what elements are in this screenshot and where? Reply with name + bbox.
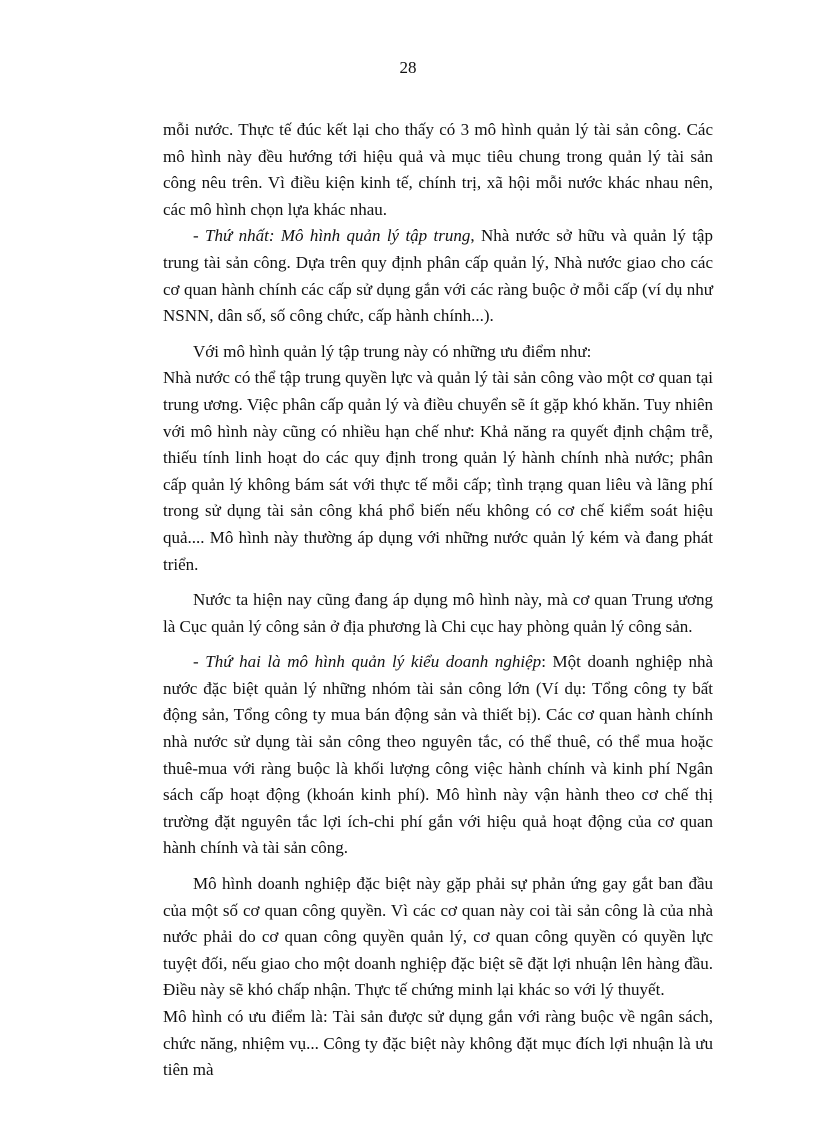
model-2-text: : Một doanh nghiệp nhà nước đặc biệt quản lý những nhóm tài sản công lớn (Ví dụ: Tổng công ty bất động sản, Tổng công ty mua bán động sản và thiết bị). Các cơ quan hành chính nhà nước sử dụng tài sản công theo nguyên tắc, có thể thuê, có thể mua hoặc thuê-mua với ràng buộc là khối lượng công việc hành chính và kinh phí Ngân sách cấp hoạt động (khoán kinh phí). Mô hình này vận hành theo cơ chế thị trường đặt nguyên tắc lợi ích-chi phí gắn với hiệu quả hoạt động của cơ quan hành chính và tài sản công.: [163, 652, 714, 858]
paragraph-model-2-advantages: Mô hình có ưu điểm là: Tài sản được sử dụng gắn với ràng buộc về ngân sách, chức năng, nhiệm vụ... Công ty đặc biệt này không đặt mục đích lợi nhuận là ưu tiên mà: [163, 1007, 713, 1080]
page-number: 28: [399, 58, 417, 77]
paragraph-advantages-intro: Với mô hình quản lý tập trung này có những ưu điểm như:: [193, 341, 592, 361]
paragraph-intro: mỗi nước. Thực tế đúc kết lại cho thấy có 3 mô hình quản lý tài sản công. Các mô hình này đều hướng tới hiệu quả và mục tiêu chung trong quản lý tài sản công nêu trên. Vì điều kiện kinh tế, chính trị, xã hội mỗi nước khác nhau nên, các mô hình chọn lựa khác nhau.: [163, 120, 713, 219]
paragraph-advantages: Nhà nước có thể tập trung quyền lực và quản lý tài sản công vào một cơ quan tại trung ương. Việc phân cấp quản lý và điều chuyển sẽ ít gặp khó khăn. Tuy nhiên với mô hình này cũng có nhiều hạn chế như: Khả năng ra quyết định chậm trễ, thiếu tính linh hoạt do các quy định trong quản lý hành chính nhà nước; phân cấp quản lý không bám sát với thực tế mỗi cấp; tình trạng quan liêu và lãng phí trong sử dụng tài sản công khá phổ biến nếu không có cơ chế kiểm soát hiệu quả.... Mô hình này thường áp dụng với những nước quản lý kém và đang phát triển.: [163, 368, 713, 574]
paragraph-vietnam: Nước ta hiện nay cũng đang áp dụng mô hình này, mà cơ quan Trung ương là Cục quản lý công sản ở địa phương là Chi cục hay phòng quản lý công sản.: [163, 590, 713, 636]
model-2-heading: - Thứ hai là mô hình quản lý kiểu doanh nghiệp: [193, 652, 542, 672]
model-1-heading: - Thứ nhất: Mô hình quản lý tập trung: [193, 226, 471, 246]
paragraph-reaction: Mô hình doanh nghiệp đặc biệt này gặp phải sự phản ứng gay gắt ban đầu của một số cơ quan công quyền. Vì các cơ quan này coi tài sản công là của nhà nước phải do cơ quan công quyền quản lý, cơ quan công quyền có quyền lực tuyệt đối, nếu giao cho một doanh nghiệp đặc biệt sẽ đặt lợi nhuận lên hàng đầu. Điều này sẽ khó chấp nhận. Thực tế chứng minh lại khác so với lý thuyết.: [163, 874, 713, 1000]
paragraph-model-1: [163, 223, 713, 329]
body-text: [163, 117, 713, 1084]
model-1-text: , Nhà nước sở hữu và quản lý tập trung tài sản công. Dựa trên quy định phân cấp quản lý, Nhà nước giao cho các cơ quan hành chính các cấp sử dụng gắn với các ràng buộc ở mỗi cấp (ví dụ như NSNN, dân số, số công chức, cấp hành chính...).: [163, 226, 713, 326]
paragraph-model-2: [163, 649, 713, 862]
